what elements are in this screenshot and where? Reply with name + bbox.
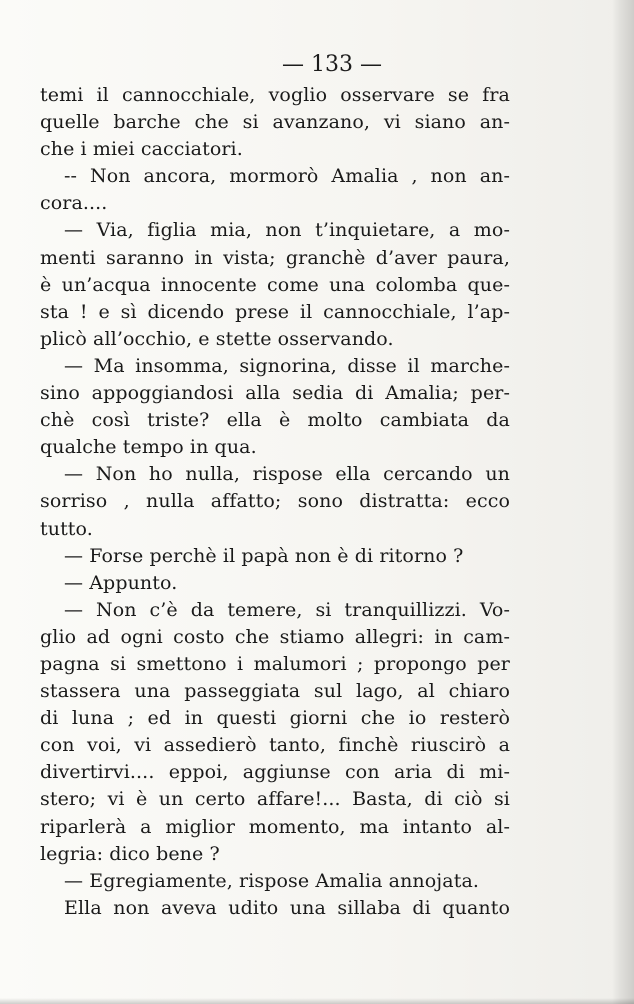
text-line: pagna si smettono i malumori ; propongo per xyxy=(40,652,510,675)
text-line: legria: dico bene ? xyxy=(40,842,220,865)
body-text xyxy=(40,82,510,922)
text-line: plicò all’occhio, e stette osservando. xyxy=(40,327,394,350)
text-line: è un’acqua innocente come una colomba que- xyxy=(40,273,510,296)
text-line: chè così triste? ella è molto cambiata da xyxy=(40,409,510,432)
text-line: Ella non aveva udito una sillaba di quanto xyxy=(64,896,510,919)
text-line: — Egregiamente, rispose Amalia annojata. xyxy=(64,869,480,892)
text-line: stero; vi è un certo affare!... Basta, di ciò si xyxy=(40,788,510,811)
text-line: -- Non ancora, mormorò Amalia , non an- xyxy=(64,165,510,188)
text-line: stassera una passeggiata sul lago, al chiaro xyxy=(40,680,510,703)
text-line: — Forse perchè il papà non è di ritorno ? xyxy=(64,544,464,567)
text-line: di luna ; ed in questi giorni che io resterò xyxy=(40,707,510,730)
page-number: — 133 — xyxy=(282,52,382,77)
page-bottom-edge xyxy=(0,998,634,1004)
text-line: sino appoggiandosi alla sedia di Amalia; per- xyxy=(40,382,510,405)
text-line: — Ma insomma, signorina, disse il marche- xyxy=(64,354,510,377)
text-line: divertirvi.... eppoi, aggiunse con aria di mi- xyxy=(40,761,510,784)
text-line: — Non ho nulla, rispose ella cercando un xyxy=(64,463,510,486)
text-line: sta ! e sì dicendo prese il cannocchiale, l’ap- xyxy=(40,300,510,323)
text-line: — Non c’è da temere, si tranquillizzi. Vo- xyxy=(64,598,510,621)
page-edge-shadow xyxy=(612,0,634,1004)
text-line: con voi, vi assedierò tanto, finchè riuscirò a xyxy=(40,734,510,757)
text-line: — Via, figlia mia, non t’inquietare, a mo- xyxy=(64,219,510,242)
text-line: che i miei cacciatori. xyxy=(40,138,243,161)
text-line: quelle barche che si avanzano, vi siano an- xyxy=(40,111,510,134)
text-line: qualche tempo in qua. xyxy=(40,436,257,459)
text-line: cora.... xyxy=(40,192,108,215)
text-line: riparlerà a miglior momento, ma intanto al- xyxy=(40,815,510,838)
text-line: — Appunto. xyxy=(64,571,178,594)
text-line: glio ad ogni costo che stiamo allegri: in cam- xyxy=(40,625,510,648)
text-line: tutto. xyxy=(40,517,93,540)
text-line: menti saranno in vista; granchè d’aver paura, xyxy=(40,246,510,269)
text-line: sorriso , nulla affatto; sono distratta: ecco xyxy=(40,490,510,513)
text-line: temi il cannocchiale, voglio osservare se fra xyxy=(40,84,510,106)
